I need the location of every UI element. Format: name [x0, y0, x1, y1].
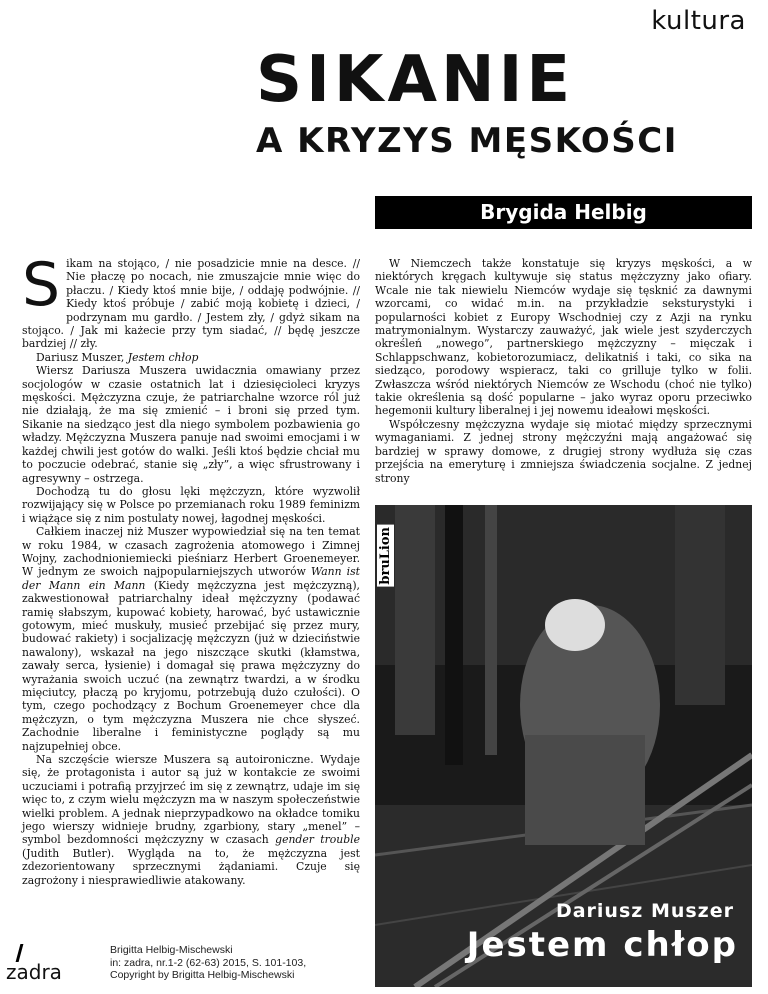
attribution-title: Jestem chłop	[127, 350, 199, 364]
paragraph: Na szczęście wiersze Muszera są autoironiczne. Wydaje się, że protagonista i autor są już w kontakcie ze swoimi uczuciami i potrafią przyjrzeć im się z zewnątrz, udaje im się więc to, z czym wielu mężczyzn ma w naszym społeczeństwie wielki problem. A jednak nieprzypadkowo na okładce tomiku jego wierszy widnieje brudny, zgarbiony, stary „menel” – symbol bezdomności mężczyzny w czasach gender trouble (Judith Butler). Wygląda na to, że mężczyzna jest zdezorientowany sprzecznymi żądaniami. Czuje się zagrożony i niesprawiedliwie atakowany.	[22, 753, 360, 887]
paragraph: Współczesny mężczyzna wydaje się miotać między sprzecznymi wymaganiami. Z jednej strony mężczyźni mają angażować się bardziej w sprawy domowe, z drugiej strony wydłuża się czas przejścia na emeryturę i zmniejsza świadczenia socjalne. Z jednej strony	[375, 417, 752, 485]
song-title: Wann ist der Mann ein Mann	[22, 565, 360, 592]
article-title: SIKANIE	[256, 43, 575, 117]
author-banner: Brygida Helbig	[375, 196, 752, 229]
poem-text: ikam na stojąco, / nie posadzicie mnie na desce. // Nie płaczę po nocach, nie zmuszajcie mnie więc do płaczu. / Kiedy ktoś mnie bije, / oddaję podwójnie. // Kiedy ktoś próbuje / zabić moją kobietę i dzieci, / podrzynam mu gardło. / Jestem zły, / gdyż sikam na stojąco. / Jak mi każecie przy tym siadać, // będę jeszcze bardziej // zły.	[22, 257, 360, 351]
paragraph: Dochodzą tu do głosu lęki mężczyzn, które wyzwolił rozwijający się w Polsce po przemianach roku 1989 feminizm i wiążące się z nim postulaty nowej, łagodnej męskości.	[22, 484, 360, 525]
journal-logo: zadra	[6, 960, 62, 984]
cover-author: Dariusz Muszer	[555, 900, 734, 922]
book-cover-photo	[375, 505, 752, 987]
copyright-note: Brigitta Helbig-Mischewski in: zadra, nr.1-2 (62-63) 2015, S. 101-103, Copyright by Brigitta Helbig-Mischewski	[110, 944, 307, 981]
right-column	[375, 257, 752, 485]
section-label: kultura	[651, 6, 746, 36]
drop-cap: S	[22, 250, 61, 320]
cover-title: Jestem chłop	[466, 925, 738, 965]
attribution: Dariusz Muszer, Jestem chłop	[36, 350, 199, 364]
left-column	[22, 250, 360, 887]
paragraph: Wiersz Dariusza Muszera uwidacznia omawiany przez socjologów w czasie ostatnich lat i dziesięcioleci kryzys męskości. Mężczyzna czuje, że patriarchalne wzorce ról już nie działają, że ma się zmienić – i broni się przed tym. Sikanie na siedząco jest dla niego symbolem pozbawienia go władzy. Mężczyzna Muszera panuje nad swoimi emocjami i w każdej chwili jest gotów do walki. Jeśli ktoś będzie chciał mu to poczucie odebrać, stanie się „zły”, a więc sfrustrowany i agresywny – ostrzega.	[22, 364, 360, 485]
term: gender trouble	[275, 833, 360, 847]
poem-paragraph	[22, 250, 360, 351]
publisher-logo: bruLion	[378, 527, 393, 585]
paragraph: Całkiem inaczej niż Muszer wypowiedział się na ten temat w roku 1984, w czasach zagrożenia atomowego i Zimnej Wojny, zachodnioniemiecki pieśniarz Herbert Groenemeyer. W jednym ze swoich najpopularniejszych utworów Wann ist der Mann ein Mann (Kiedy mężczyzna jest mężczyzną), zakwestionował patriarchalny ideał mężczyzny (podawać ramię słabszym, kupować kobiety, harować, być ustawicznie gotowym, mieć muskuły, musieć przebijać się przez mury, budować rakiety) i socjalizację mężczyzn (już w dzieciństwie nawalony), wskazał na jego niszczące skutki (kłamstwa, zawały serca, łysienie) i domagał się prawa mężczyzny do wyrażania swoich uczuć (na zewnątrz twardzi, a w środku mięciutcy, płaczą po kryjomu, potrzebują dużo czułości). O tym, czego pochodzący z Bochum Groenemeyer chce dla mężczyzn, o tym mężczyzna Muszera nie chce słyszeć. Zachodnie liberalne i feministyczne poglądy są mu najzupełniej obce.	[22, 525, 360, 753]
paragraph: W Niemczech także konstatuje się kryzys męskości, a w niektórych kręgach kultywuje się status mężczyzny jako ofiary. Wcale nie tak niewielu Niemców wydaje się tęsknić za dawnymi wzorcami, co widać m.in. na przykładzie seksturystyki i popularności kobiet z Europy Wschodniej czy z Azji na rynku matrymonialnym. Wystarczy zauważyć, jak wiele jest szyderczych określeń „nowego”, partnerskiego mężczyzny – mięczak i Schlappschwanz, kobietorozumiacz, delikatniś i taki, co sika na siedząco, porodowy wspieracz, taki co grilluje tylko w folii. Zwłaszcza wśród niektórych Niemców ze Wschodu (choć nie tylko) takie określenia są dość popularne – jako wyraz oporu przeciwko hegemonii kultury liberalnej i jej nowemu ideałowi męskości.	[375, 257, 752, 418]
article-subtitle: A KRYZYS MĘSKOŚCI	[256, 121, 678, 161]
